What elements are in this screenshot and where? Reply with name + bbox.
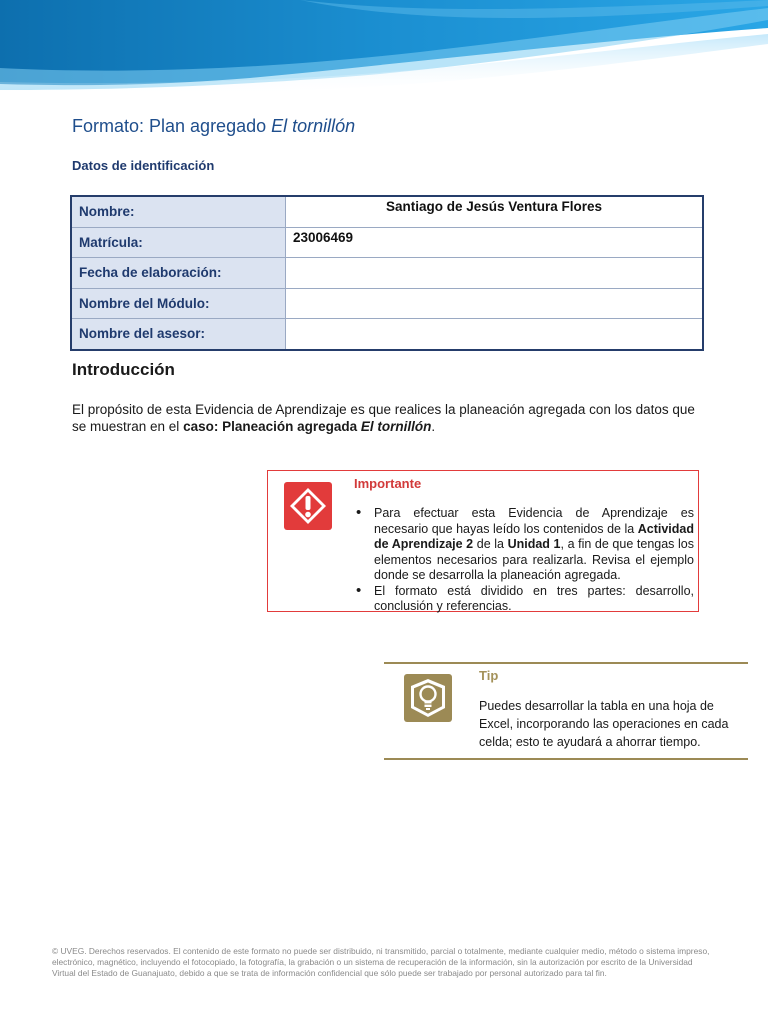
document-title: [72, 116, 355, 137]
important-title: Importante: [354, 476, 422, 491]
table-row: [72, 227, 703, 258]
lightbulb-icon: [404, 674, 452, 722]
item-text: de la: [473, 537, 508, 551]
important-list: [354, 506, 694, 615]
table-row: [72, 288, 703, 319]
row-value[interactable]: [286, 288, 703, 319]
header-banner: [0, 0, 768, 100]
important-callout: [267, 470, 699, 612]
row-value[interactable]: [286, 258, 703, 289]
tip-title: Tip: [479, 668, 499, 683]
warning-icon: [284, 482, 332, 530]
row-value[interactable]: [286, 319, 703, 350]
item-text: , a fin de que tengas los elementos necesarios para realizarla. Revisa el ejemplo donde se desarrolla la planeación agregada.: [374, 537, 694, 582]
intro-case-label: caso: Planeación agregada: [183, 419, 361, 434]
intro-period: .: [431, 419, 436, 434]
table-row: [72, 258, 703, 289]
item-text: Para efectuar esta Evidencia de Aprendizaje es necesario que hayas leído los contenidos de la: [374, 506, 694, 536]
list-item: [354, 506, 694, 584]
identification-heading: Datos de identificación: [72, 158, 215, 173]
row-label: Nombre del asesor:: [72, 319, 286, 350]
tip-text: Puedes desarrollar la tabla en una hoja de Excel, incorporando las operaciones en cada celda; esto te ayudará a ahorrar tiempo.: [479, 699, 729, 749]
row-label: Nombre del Módulo:: [72, 288, 286, 319]
list-item: • El formato está dividido en tres partes: desarrollo, conclusión y referencias.: [354, 584, 694, 615]
row-label: Matrícula:: [72, 227, 286, 258]
title-prefix: Formato: Plan agregado: [72, 116, 272, 136]
item-bold: Unidad 1: [507, 537, 561, 551]
intro-text: El propósito de esta Evidencia de Aprendizaje es que realices la planeación agregada con los datos que se muestran en el: [72, 402, 695, 434]
row-value[interactable]: Santiago de Jesús Ventura Flores: [286, 197, 703, 228]
title-italic: El tornillón: [271, 116, 356, 136]
tip-callout: [384, 662, 748, 760]
row-label: Fecha de elaboración:: [72, 258, 286, 289]
identification-table: [71, 196, 703, 350]
introduction-paragraph: [72, 401, 702, 435]
row-label: Nombre:: [72, 197, 286, 228]
item-bold: Actividad de Aprendizaje 2: [374, 521, 694, 551]
introduction-heading: Introducción: [72, 360, 175, 379]
intro-case-name: El tornillón: [360, 419, 432, 434]
row-value[interactable]: 23006469: [286, 227, 703, 258]
table-row: [72, 319, 703, 350]
copyright-footer: © UVEG. Derechos reservados. El contenido de este formato no puede ser distribuido, ni transmitido, parcial o totalmente, mediante cualquier medio, método o sistema impreso, electrónico, magnético, incluyendo el fotocopiado, la fotografía, la grabación o un sistema de recuperación de la información, sin la autorización por escrito de la Universidad Virtual del Estado de Guanajuato, debido a que se trata de información confidencial que sólo puede ser trabajado por personal autorizado para tal fin.: [52, 946, 710, 978]
table-row: [72, 197, 703, 228]
